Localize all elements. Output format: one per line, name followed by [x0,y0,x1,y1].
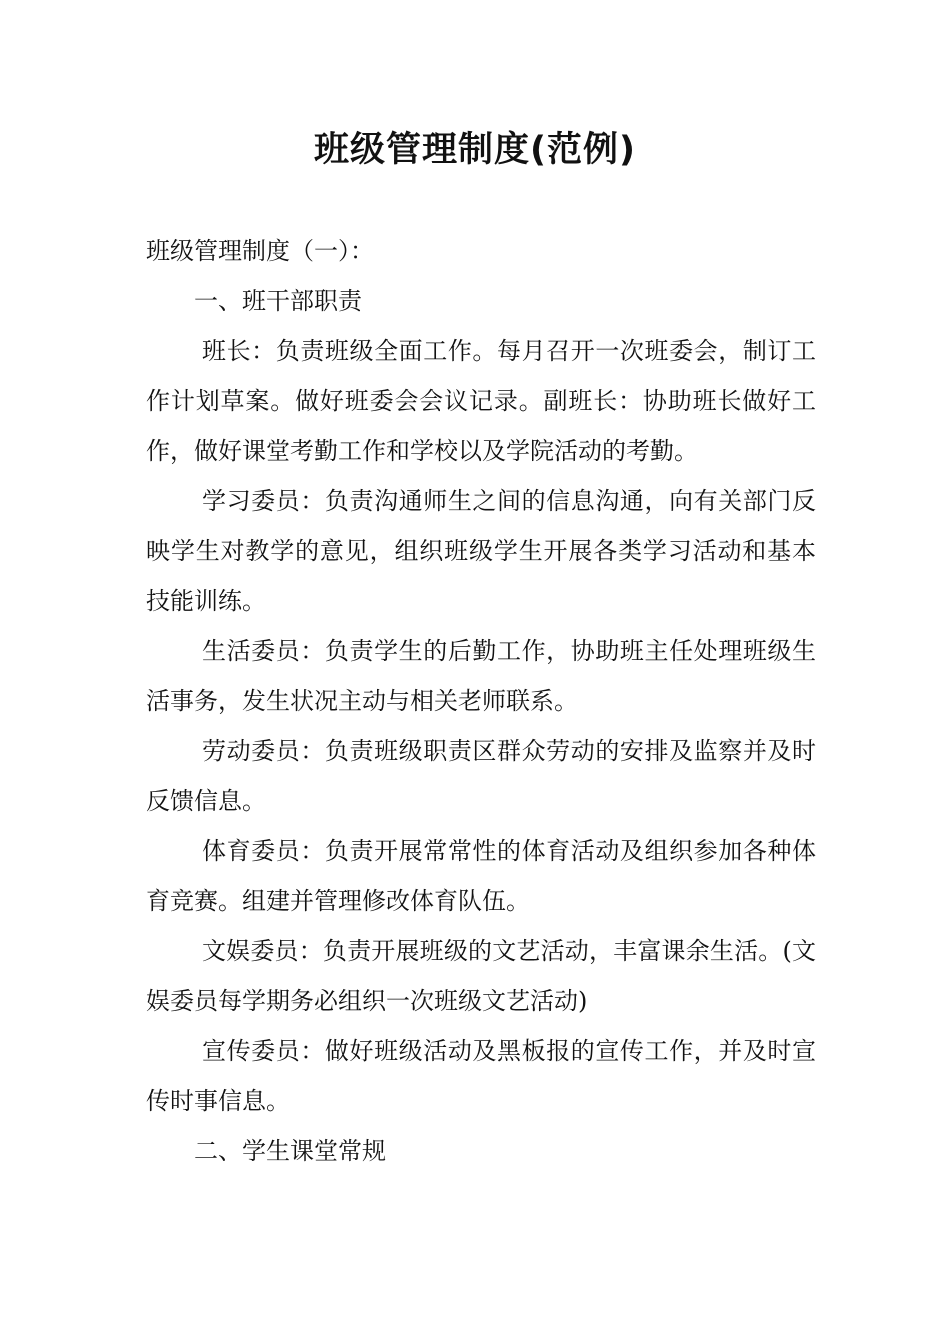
section-heading-2: 二、学生课堂常规 [194,1137,386,1165]
document-title: 班级管理制度(范例) [314,130,636,170]
paragraph-sports-committee: 体育委员：负责开展常常性的体育活动及组织参加各种体育竞赛。组建并管理修改体育队伍。 [146,837,816,915]
paragraph-study-committee: 学习委员：负责沟通师生之间的信息沟通，向有关部门反映学生对教学的意见，组织班级学生开展各类学习活动和基本技能训练。 [146,487,816,615]
document-body [146,226,816,1176]
section-heading-1: 一、班干部职责 [194,287,362,315]
paragraph-labor-committee: 劳动委员：负责班级职责区群众劳动的安排及监察并及时反馈信息。 [146,737,816,815]
intro-line: 班级管理制度（一）： [146,237,374,265]
paragraph-arts-committee: 文娱委员：负责开展班级的文艺活动，丰富课余生活。(文娱委员每学期务必组织一次班级文艺活动) [146,937,816,1015]
paragraph-monitor: 班长：负责班级全面工作。每月召开一次班委会，制订工作计划草案。做好班委会会议记录。副班长：协助班长做好工作，做好课堂考勤工作和学校以及学院活动的考勤。 [146,337,816,465]
paragraph-publicity-committee: 宣传委员：做好班级活动及黑板报的宣传工作，并及时宣传时事信息。 [146,1037,816,1115]
paragraph-life-committee: 生活委员：负责学生的后勤工作，协助班主任处理班级生活事务，发生状况主动与相关老师联系。 [146,637,816,715]
